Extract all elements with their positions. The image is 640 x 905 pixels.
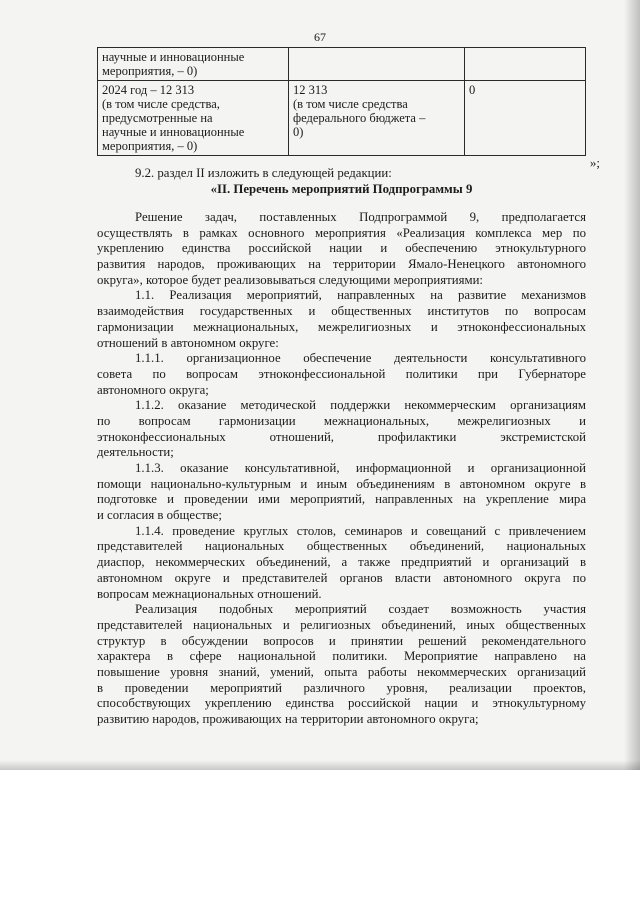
budget-table xyxy=(97,47,586,156)
text-line: автономного округа; xyxy=(97,382,209,397)
section-title: «II. Перечень мероприятий Подпрограммы 9 xyxy=(210,181,473,196)
cell-line: (в том числе средства, xyxy=(102,97,220,111)
text-line: отношений в автономном округе: xyxy=(97,335,279,350)
text-line: вопросам межнациональных отношений. xyxy=(97,586,322,601)
table-cell xyxy=(98,81,289,156)
table-row xyxy=(98,81,586,156)
text-line: автономном округе и представителей органов власти автономного округа по xyxy=(97,570,586,585)
paragraph xyxy=(97,524,586,602)
paragraph xyxy=(97,398,586,461)
text-line: укреплению единства российской нации и обеспечению этнокультурного xyxy=(97,241,586,256)
cell-line: 12 313 xyxy=(293,83,328,97)
cell-line: федерального бюджета – xyxy=(293,111,426,125)
text-line: структур в обсуждении вопросов и принятии решений рекомендательного xyxy=(97,633,586,648)
text-line: осуществлять в рамках основного мероприятия «Реализация комплекса мер по xyxy=(97,225,586,240)
paragraph xyxy=(97,461,586,524)
text-line: помощи национально-культурным и иным объединениям в автономном округе в xyxy=(97,476,586,491)
text-line: взаимодействия государственных и общественных институтов по вопросам xyxy=(97,304,586,319)
text-line: 1.1.4. проведение круглых столов, семинаров и совещаний с привлечением xyxy=(135,523,586,538)
text-line: округа», которое будет реализовываться следующими мероприятиями: xyxy=(97,272,483,287)
text-line: характера в сфере национальной политики. Мероприятие направлено на xyxy=(97,649,586,664)
text-line: этноконфессиональных отношений, профилактики экстремистской xyxy=(97,429,586,444)
cell-line: научные и инновационные xyxy=(102,50,245,64)
table-cell xyxy=(98,48,289,81)
text-line: диаспор, некоммерческих объединений, а также предприятий и организаций в xyxy=(97,555,586,570)
text-line: Решение задач, поставленных Подпрограммой 9, предполагается xyxy=(135,210,586,224)
scan-edge-shadow xyxy=(624,0,640,770)
cell-line: (в том числе средства xyxy=(293,97,408,111)
text-line: представителей национальных и религиозных объединений, иных общественных xyxy=(97,617,586,632)
text-line: 1.1.3. оказание консультативной, информационной и организационной xyxy=(135,461,586,475)
table-cell xyxy=(289,81,465,156)
text-line: 1.1.2. оказание методической поддержки некоммерческим организациям xyxy=(135,398,586,413)
paragraph xyxy=(97,602,586,728)
paragraph xyxy=(97,210,586,288)
text-line: 1.1. Реализация мероприятий, направленных на развитие механизмов xyxy=(135,288,586,303)
cell-line: мероприятия, – 0) xyxy=(102,64,198,78)
text-line: деятельности; xyxy=(97,445,174,460)
cell-line: научные и инновационные xyxy=(102,125,245,139)
cell-line: 0) xyxy=(293,125,304,139)
paragraph xyxy=(97,351,586,398)
text-line: способствующих укреплению единства российской нации и этнокультурному xyxy=(97,696,586,711)
text-line: подготовке и проведении ими мероприятий, направленных на укрепление мира xyxy=(97,492,586,507)
page-number: 67 xyxy=(314,30,326,44)
text-line: развитию народов, проживающих на территории автономного округа; xyxy=(97,712,479,726)
text-line: Реализация подобных мероприятий создает возможность участия xyxy=(135,602,586,617)
text-line: 1.1.1. организационное обеспечение деятельности консультативного xyxy=(135,351,586,366)
text-line: совета по вопросам этноконфессиональной политики при Губернаторе xyxy=(97,366,586,381)
text-line: развития народов, проживающих на территории Ямало-Ненецкого автономного xyxy=(97,257,586,272)
table-cell xyxy=(289,48,465,81)
section-intro: 9.2. раздел II изложить в следующей редакции: xyxy=(135,166,392,180)
cell-line: 2024 год – 12 313 xyxy=(102,83,195,97)
table-cell xyxy=(465,48,586,81)
table-cell xyxy=(465,81,586,156)
text-line: гармонизации межнациональных, межрелигиозных и этноконфессиональных xyxy=(97,319,586,334)
text-line: и согласия в обществе; xyxy=(97,508,222,523)
text-line: по вопросам гармонизации межнациональных, межрелигиозных и xyxy=(97,413,586,428)
text-line: в проведении мероприятий различного уровня, реализации проектов, xyxy=(97,680,586,695)
text-line: повышение уровня знаний, умений, опыта работы некоммерческих организаций xyxy=(97,664,586,679)
closing-quote: »; xyxy=(589,155,600,170)
section-heading-block xyxy=(97,166,586,197)
paragraph xyxy=(97,288,586,351)
table-row xyxy=(98,48,586,81)
scan-edge-shadow xyxy=(0,760,640,770)
cell-line: мероприятия, – 0) xyxy=(102,139,198,153)
body-paragraphs xyxy=(97,210,586,728)
cell-line: 0 xyxy=(469,83,476,97)
text-line: представителей национальных общественных объединений, национальных xyxy=(97,539,586,554)
cell-line: предусмотренные на xyxy=(102,111,213,125)
